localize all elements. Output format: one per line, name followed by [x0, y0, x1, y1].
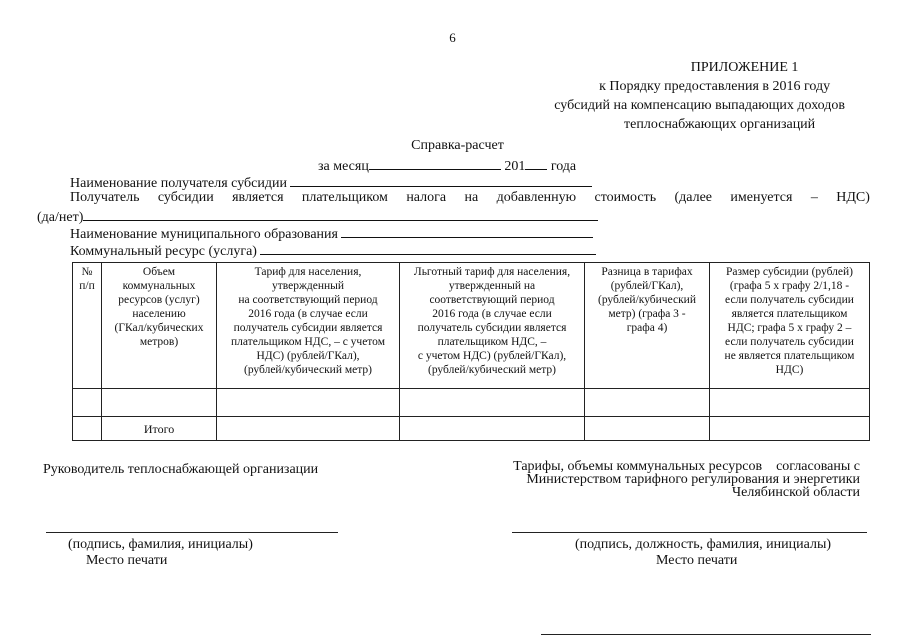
year-label: 201 [504, 159, 526, 174]
header-text: с учетом НДС) (рублей/ГКал), [417, 350, 567, 362]
header-text: соответствующий период [429, 294, 555, 306]
approval-line-2: Министерством тарифного регулирования и энергетики [526, 472, 860, 487]
approval-block [513, 460, 860, 499]
left-signature-line [46, 532, 338, 533]
header-text: плательщиком НДС, – с учетом [230, 336, 385, 348]
table-cell[interactable] [710, 389, 870, 417]
vat-word: добавленную [496, 190, 577, 205]
table-cell[interactable] [585, 417, 710, 441]
header-text: Разница в тарифах [601, 266, 693, 278]
vat-word: НДС) [836, 190, 870, 205]
right-stamp-label: Место печати [656, 553, 738, 568]
header-col-4 [400, 263, 585, 389]
header-text: получатель субсидии является [233, 322, 383, 334]
table-total-row [73, 417, 870, 441]
left-signature-caption: (подпись, фамилия, инициалы) [68, 537, 253, 552]
appendix-line-1: ПРИЛОЖЕНИЕ 1 [690, 60, 799, 75]
left-stamp-label: Место печати [86, 553, 168, 568]
resource-blank [260, 241, 596, 255]
vat-word: является [232, 190, 284, 205]
recipient-blank [290, 173, 592, 187]
header-text: НДС) (рублей/ГКал), [256, 350, 360, 362]
vat-word: – [810, 190, 818, 205]
right-signature-caption: (подпись, должность, фамилия, инициалы) [575, 537, 832, 552]
header-text: (рублей/кубический метр) [428, 364, 556, 376]
vat-blank [83, 207, 598, 221]
header-text: Тариф для населения, [254, 266, 362, 278]
municipality-label: Наименование муниципального образования [70, 227, 338, 242]
table-cell[interactable] [217, 417, 400, 441]
document-title: Справка-расчет [411, 138, 504, 153]
appendix-line-3: субсидий на компенсацию выпадающих доходов [554, 98, 845, 113]
table-header-row [73, 263, 870, 389]
appendix-header [554, 58, 845, 134]
header-text: если получатель субсидии [725, 336, 854, 348]
header-text: не является плательщиком [724, 350, 855, 362]
appendix-line-2: к Порядку предоставления в 2016 году [599, 79, 831, 94]
approval-line-1: Тарифы, объемы коммунальных ресурсов согласованы с [513, 459, 860, 474]
header-text: графа 4) [626, 322, 668, 334]
resource-label: Коммунальный ресурс (услуга) [70, 244, 257, 259]
right-signature-line [512, 532, 867, 533]
header-text: является плательщиком [731, 308, 848, 320]
header-text: утвержденный на [448, 280, 536, 292]
header-text: Размер субсидии (рублей) [726, 266, 853, 278]
vat-word: Получатель [70, 190, 140, 205]
vat-row [70, 190, 870, 206]
vat-tail-label: (да/нет) [37, 210, 84, 225]
total-label: Итого [102, 417, 217, 441]
recipient-label: Наименование получателя субсидии [70, 176, 287, 191]
vat-word: стоимость [594, 190, 657, 205]
header-text: НДС; графа 5 x графу 2 – [727, 322, 852, 334]
vat-word: налога [406, 190, 447, 205]
header-text: на соответствующий период [238, 294, 378, 306]
vat-word: субсидии [157, 190, 214, 205]
header-text: НДС) [775, 364, 804, 376]
head-of-organization-label: Руководитель теплоснабжающей организации [43, 462, 319, 477]
header-text: коммунальных [122, 280, 196, 292]
table-cell[interactable] [217, 389, 400, 417]
month-blank [369, 156, 501, 170]
vat-word: именуется [730, 190, 793, 205]
calculation-table [72, 262, 870, 441]
municipality-blank [341, 224, 593, 238]
header-text: 2016 года (в случае если [432, 308, 552, 320]
header-text: плательщиком НДС, – [437, 336, 547, 348]
header-text: населению [132, 308, 186, 320]
header-col-1 [73, 263, 102, 389]
appendix-line-4: теплоснабжающих организаций [624, 117, 816, 132]
page-number: 6 [449, 30, 456, 45]
table-cell[interactable] [710, 417, 870, 441]
header-text: (рублей/ГКал), [610, 280, 684, 292]
header-text: Объем [142, 266, 176, 278]
table-cell[interactable] [585, 389, 710, 417]
header-text: п/п [79, 280, 95, 292]
header-text: (рублей/кубический [598, 294, 696, 306]
vat-word: плательщиком [301, 190, 388, 205]
table-cell[interactable] [400, 389, 585, 417]
bottom-rule [541, 634, 871, 635]
header-text: (ГКал/кубических [114, 322, 204, 334]
header-text: ресурсов (услуг) [118, 294, 200, 306]
table-cell[interactable] [102, 389, 217, 417]
header-col-5 [585, 263, 710, 389]
vat-word: на [464, 190, 479, 205]
header-text: утвержденный [271, 280, 345, 292]
header-col-6 [710, 263, 870, 389]
header-text: метров) [139, 336, 179, 348]
header-text: Льготный тариф для населения, [413, 266, 571, 278]
header-text: если получатель субсидии [725, 294, 854, 306]
header-text: получатель субсидии является [417, 322, 567, 334]
table-cell[interactable] [73, 417, 102, 441]
header-text: метр) (графа 3 - [608, 308, 686, 320]
table-cell[interactable] [73, 389, 102, 417]
header-text: (рублей/кубический метр) [244, 364, 372, 376]
year-suffix: года [550, 159, 577, 174]
table-row [73, 389, 870, 417]
header-col-3 [217, 263, 400, 389]
header-text: № [81, 266, 93, 278]
header-text: (графа 5 x графу 2/1,18 - [729, 280, 850, 292]
approval-line-3: Челябинской области [732, 485, 860, 500]
year-blank [525, 156, 547, 170]
header-col-2 [102, 263, 217, 389]
vat-word: (далее [674, 190, 713, 205]
resource-row [70, 241, 596, 260]
header-text: 2016 года (в случае если [248, 308, 368, 320]
table-cell[interactable] [400, 417, 585, 441]
month-label: за месяц [318, 159, 369, 174]
